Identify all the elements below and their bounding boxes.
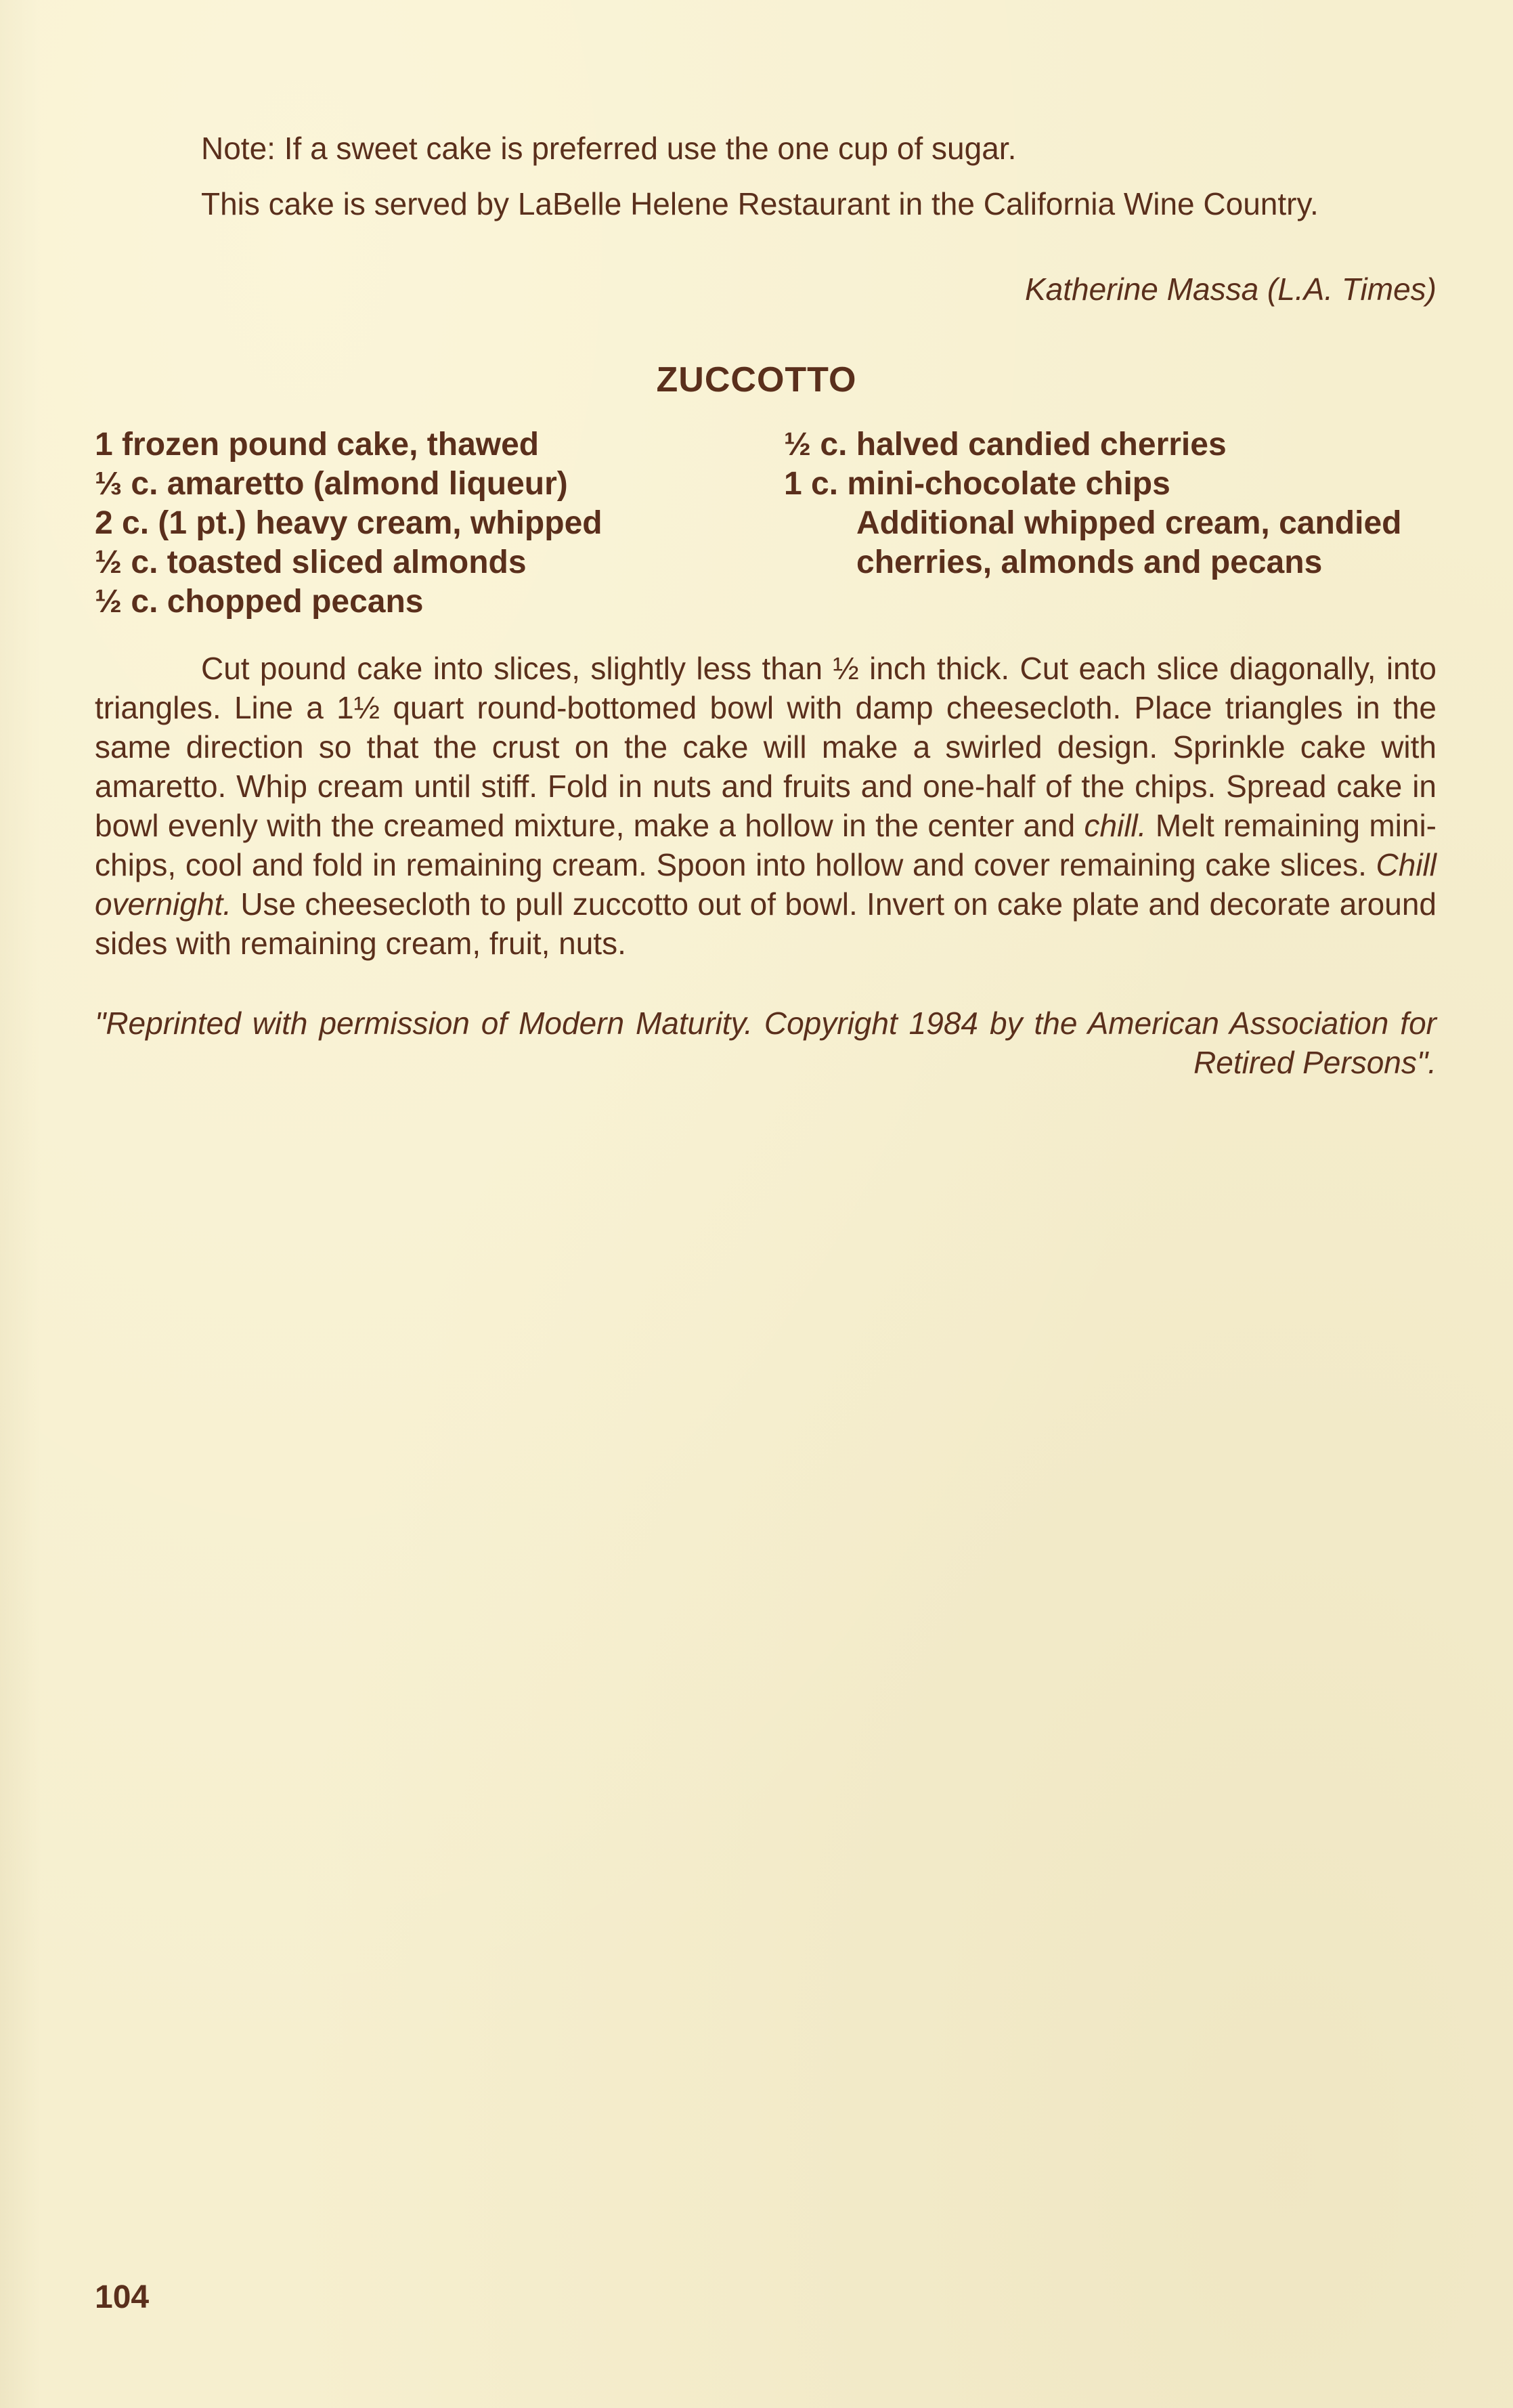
ingredients-right-column xyxy=(784,425,1434,582)
recipe-directions xyxy=(95,649,1437,963)
recipe-title: ZUCCOTTO xyxy=(656,360,857,400)
ingredients-left-column xyxy=(95,425,758,622)
recipe-credit: Katherine Massa (L.A. Times) xyxy=(1024,272,1437,307)
sugar-note: Note: If a sweet cake is preferred use the one cup of sugar. xyxy=(201,131,1017,166)
ingredient-item: ½ c. halved candied cherries xyxy=(784,427,1227,463)
directions-text: Use cheesecloth to pull zuccotto out of bowl. Invert on cake plate and decorate around sides with remaining cream, fruit, nuts. xyxy=(95,886,1437,961)
ingredient-item: ⅓ c. amaretto (almond liqueur) xyxy=(95,466,568,502)
directions-text: Cut pound cake into slices, slightly less than ½ inch thick. Cut each slice diagonally, into triangles. Line a 1½ quart round-bottomed bowl with damp cheesecloth. Place triangles in the same direction so that the crust on the cake will make a swirled design. Sprinkle cake with amaretto. Whip cream until stiff. Fold in nuts and fruits and one-half of the chips. Spread cake in bowl evenly with the creamed mixture, make a hollow in the center and xyxy=(95,651,1437,843)
directions-emphasis-overnight: Chill overnight. xyxy=(95,847,1437,922)
ingredient-item-garnish: Additional whipped cream, candied cherries, almonds and pecans xyxy=(856,505,1402,580)
restaurant-note: This cake is served by LaBelle Helene Restaurant in the California Wine Country. xyxy=(201,186,1319,221)
directions-emphasis-chill: chill. xyxy=(1084,808,1147,843)
ingredient-item: 1 c. mini-chocolate chips xyxy=(784,466,1170,502)
ingredient-item: 2 c. (1 pt.) heavy cream, whipped xyxy=(95,505,602,541)
directions-text: Melt remaining mini-chips, cool and fold in remaining cream. Spoon into hollow and cover remaining cake slices. xyxy=(95,808,1437,882)
page-number: 104 xyxy=(95,2279,150,2315)
reprint-notice: "Reprinted with permission of Modern Maturity. Copyright 1984 by the American Association for Retired Persons". xyxy=(95,1006,1437,1080)
ingredient-item: 1 frozen pound cake, thawed xyxy=(95,427,540,463)
ingredient-item: ½ c. chopped pecans xyxy=(95,584,424,620)
ingredient-item: ½ c. toasted sliced almonds xyxy=(95,544,527,580)
